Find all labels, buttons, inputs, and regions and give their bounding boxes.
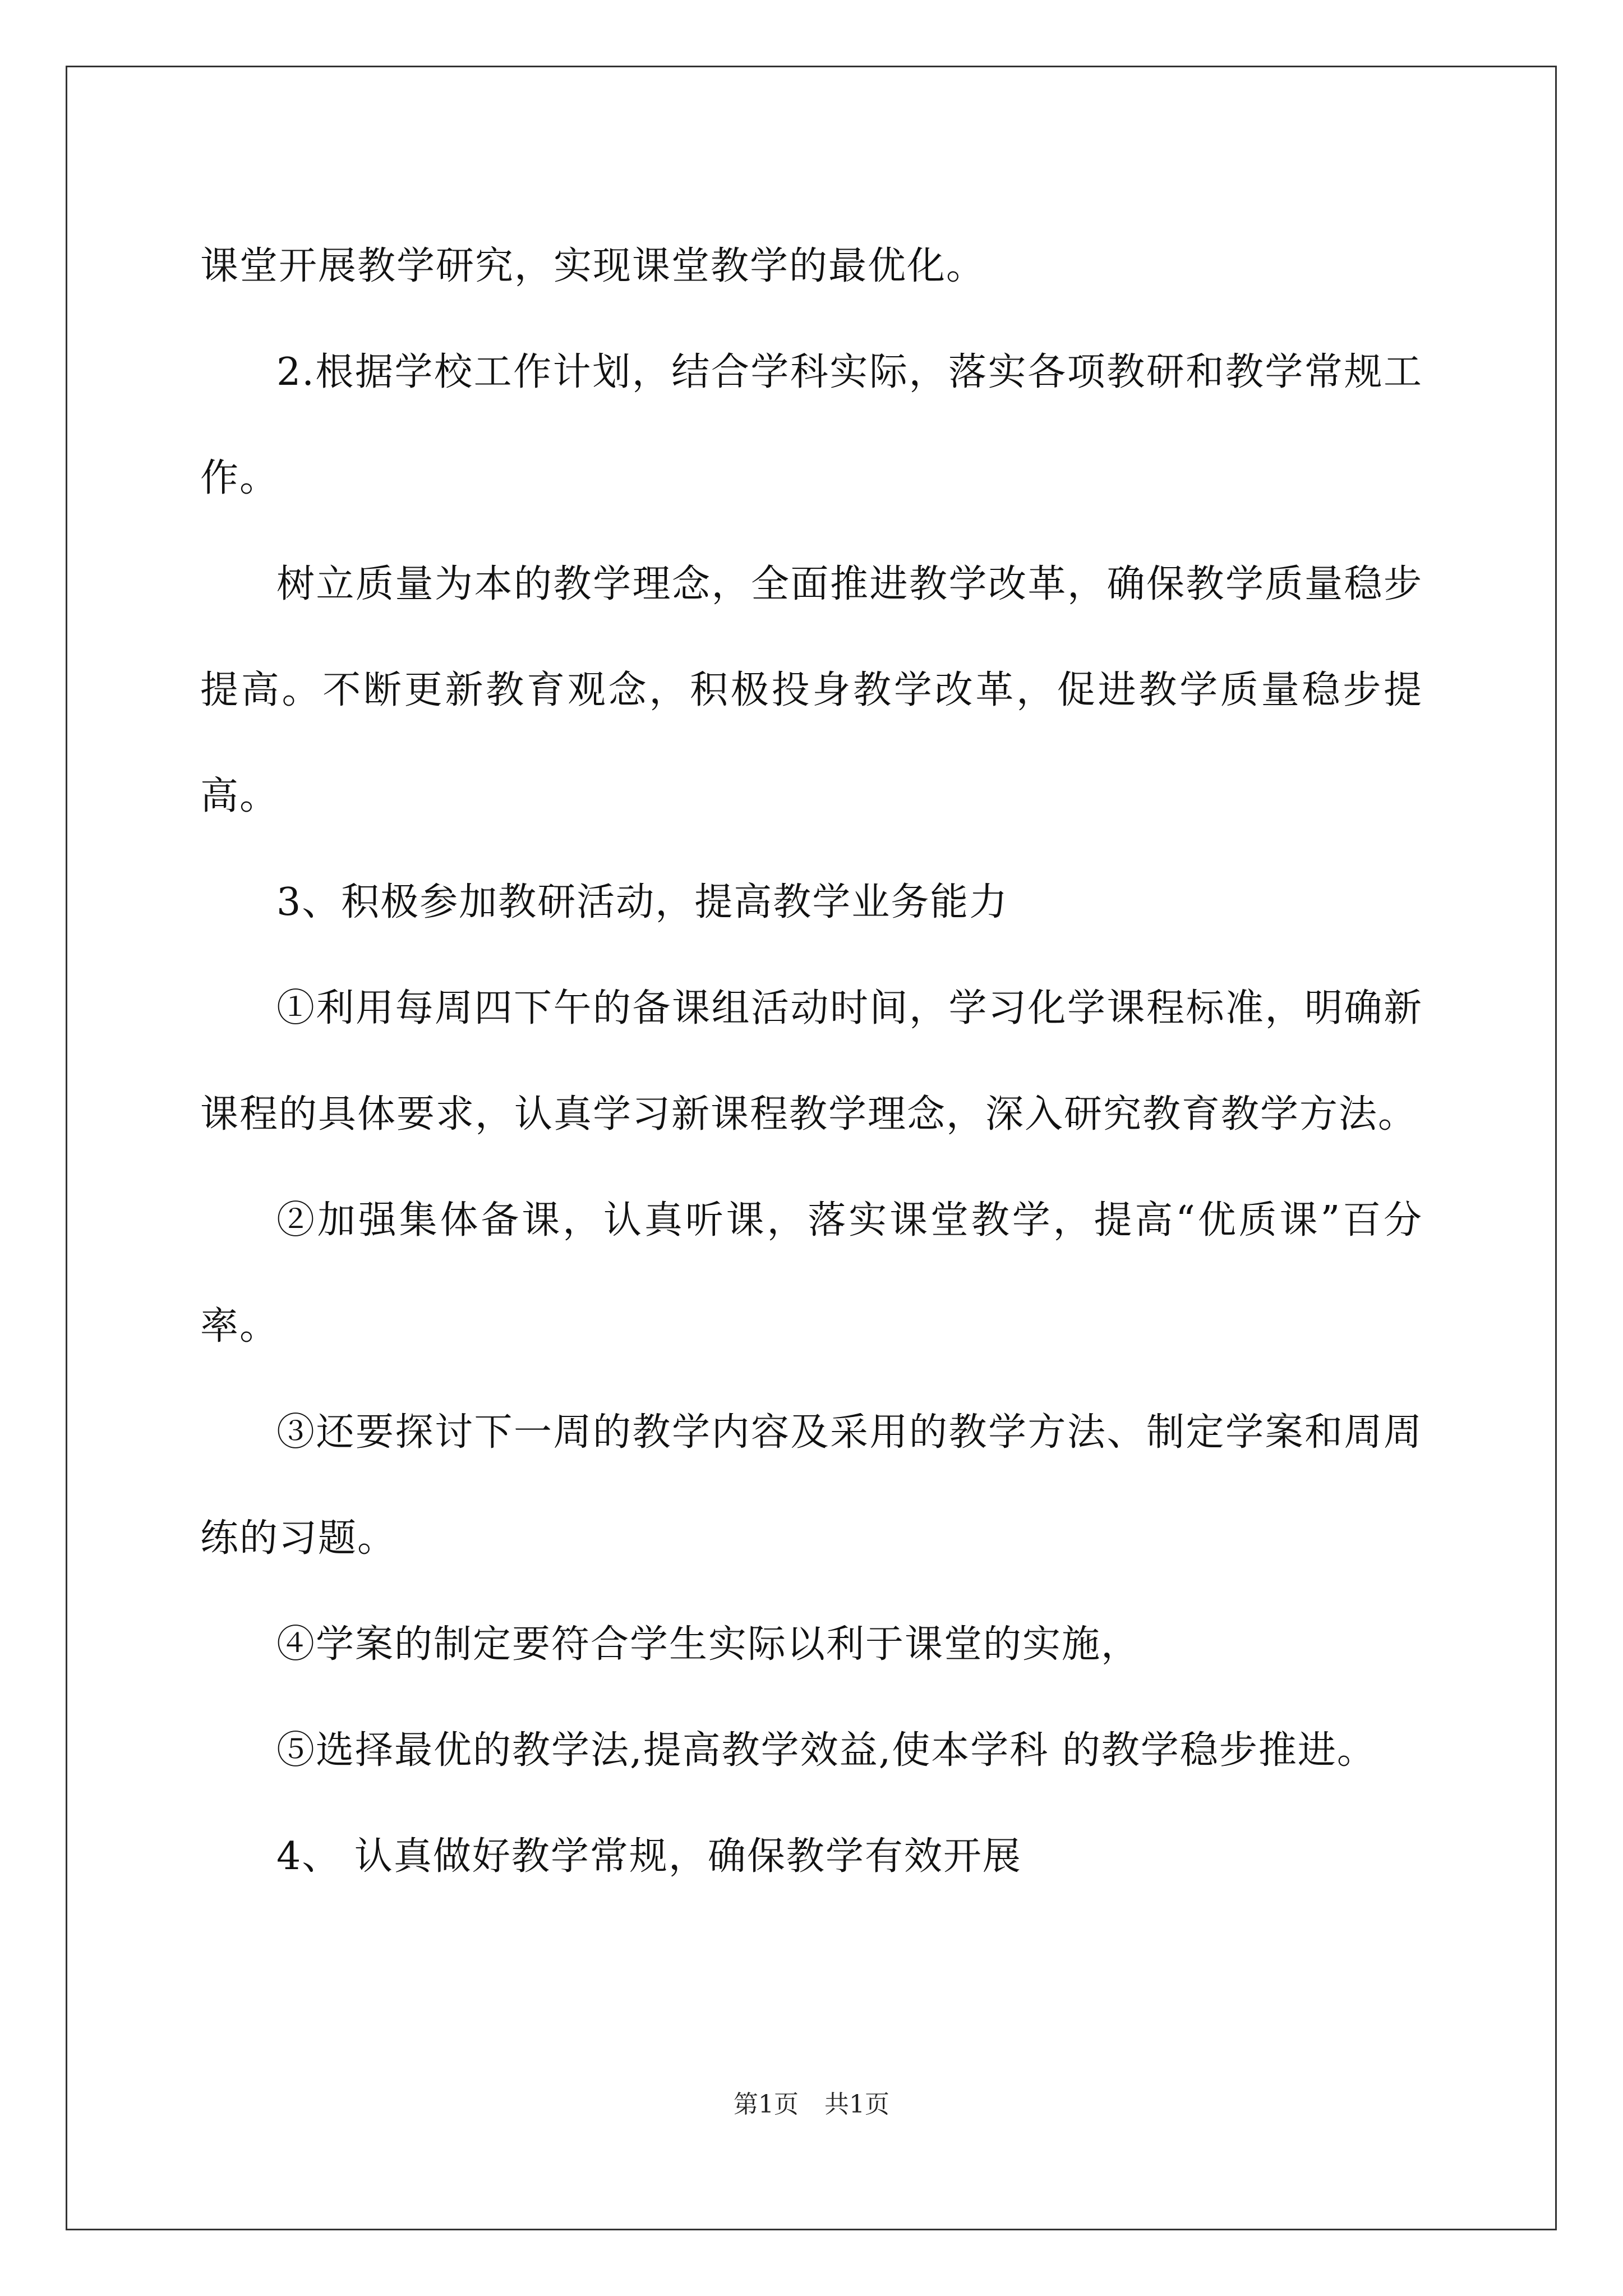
paragraph-item-3: 3、积极参加教研活动，提高教学业务能力 — [276, 880, 1009, 924]
paragraph-point-2: ②加强集体备课，认真听课，落实课堂教学，提高“优质课”百分率。 — [200, 1198, 1423, 1349]
paragraph-continuation: 课堂开展教学研究，实现课堂教学的最优化。 — [200, 244, 986, 288]
paragraph-item-4: 4、 认真做好教学常规，确保教学有效开展 — [276, 1834, 1022, 1879]
paragraph-point-5: ⑤选择最优的教学法,提高教学效益,使本学科 的教学稳步推进。 — [276, 1728, 1376, 1773]
paragraph-point-1: ①利用每周四下午的备课组活动时间，学习化学课程标准，明确新课程的具体要求，认真学习新课程教学理念，深入研究教育教学方法。 — [200, 986, 1423, 1137]
page-footer — [0, 2088, 1623, 2122]
paragraph-point-3: ③还要探讨下一周的教学内容及采用的教学方法、制定学案和周周练的习题。 — [200, 1410, 1423, 1561]
paragraph-item-2: 2.根据学校工作计划，结合学科实际，落实各项教研和教学常规工作。 — [200, 350, 1423, 500]
page-number-total: 共1页 — [824, 2090, 889, 2119]
page-number-current: 第1页 — [734, 2090, 799, 2119]
paragraph-quality-concept: 树立质量为本的教学理念，全面推进教学改革，确保教学质量稳步提高。不断更新教育观念，积极投身教学改革，促进教学质量稳步提高。 — [200, 562, 1423, 818]
document-body — [200, 213, 1423, 1910]
paragraph-point-4: ④学案的制定要符合学生实际以利于课堂的实施， — [276, 1622, 1141, 1667]
